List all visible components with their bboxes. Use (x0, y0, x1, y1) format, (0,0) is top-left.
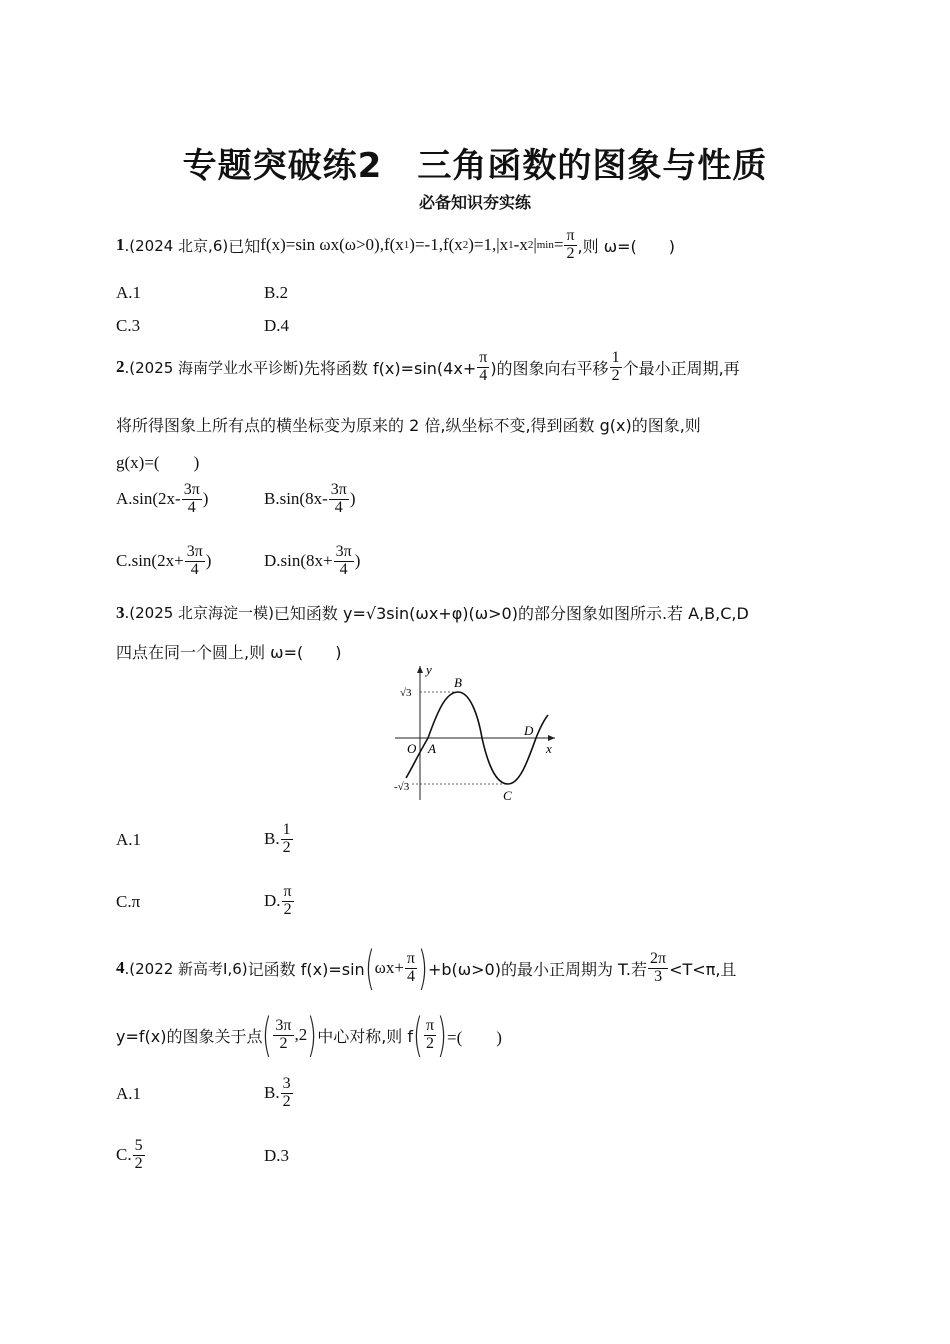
question-text: +b(ω>0)的最小正周期为 T.若 (427, 959, 648, 979)
question-text: 先将函数 f(x)=sin(4x+ (303, 358, 477, 378)
point-label-b: B (454, 675, 462, 690)
big-paren-right: ) (437, 1008, 447, 1062)
origin-label: O (407, 741, 417, 756)
subscript: 2 (527, 239, 534, 252)
option-c[interactable]: C.π (116, 892, 141, 911)
fraction: $\frac{\pi}{4}$ (406, 949, 415, 985)
big-paren-left: ( (262, 1008, 273, 1062)
option-a[interactable]: A.1 (116, 830, 142, 849)
section-title: 必备知识夯实练 (418, 193, 531, 212)
ytick-bottom: -√3 (394, 781, 410, 793)
option-c[interactable]: C. $\frac{5}{2}$ (116, 1137, 143, 1172)
sine-graph-figure (390, 660, 570, 805)
question-text: )的图象向右平移 (490, 358, 609, 378)
math-expr: )=1,|x (468, 235, 509, 255)
question-3 (116, 601, 749, 624)
point-label-d: D (524, 723, 534, 738)
option-b[interactable]: B. $\frac{1}{2}$ (264, 821, 291, 856)
question-text: 已知函数 y=√3sin(ωx+φ)(ω>0)的部分图象如图所示.若 A,B,C,D (273, 604, 749, 623)
big-paren-left: ( (413, 1008, 423, 1062)
question-source: .(2024 北京,6) (124, 236, 229, 255)
fraction: $\frac{1}{2}$ (611, 349, 620, 384)
fraction: $\frac{\pi}{2}$ (566, 227, 575, 262)
big-paren-right: ) (307, 1008, 318, 1062)
point-label-c: C (503, 788, 512, 803)
question-number: 1 (116, 235, 125, 255)
question-tail: ,则 ω=( ) (577, 236, 676, 256)
subscript: 1 (508, 239, 514, 252)
math-expr: -x (513, 235, 528, 255)
question-text: <T<π,且 (669, 959, 737, 979)
math-expr: = (553, 235, 564, 255)
question-source: .(2022 新高考Ⅰ,6) (124, 959, 248, 978)
math-expr: ωx+ (374, 958, 404, 977)
fraction: $\frac{2\pi}{3}$ (650, 949, 667, 985)
question-source: .(2025 北京海淀一模) (124, 604, 274, 622)
question-text: 中心对称,则 f (317, 1026, 414, 1046)
fraction: $\frac{\pi}{2}$ (425, 1016, 435, 1052)
question-text: =( ) (447, 1027, 502, 1047)
question-text: y=f(x)的图象关于点 (116, 1026, 263, 1046)
question-number: 3 (116, 602, 125, 622)
axis-label-y: y (426, 662, 432, 677)
big-paren-left: ( (364, 941, 375, 995)
fraction: $\frac{\pi}{4}$ (479, 349, 488, 384)
question-2-line-3: g(x)=( ) (116, 453, 200, 472)
option-a[interactable]: A.sin(2x- $\frac{3\pi}{4}$ ) (116, 481, 209, 516)
ytick-top: √3 (400, 687, 412, 699)
option-b[interactable]: B.2 (264, 283, 289, 302)
option-b[interactable]: B.sin(8x- $\frac{3\pi}{4}$ ) (264, 481, 356, 516)
axis-label-x: x (546, 741, 552, 756)
option-d[interactable]: D.3 (264, 1146, 290, 1165)
option-c[interactable]: C.sin(2x+ $\frac{3\pi}{4}$ ) (116, 543, 212, 578)
question-text: 记函数 f(x)=sin (247, 959, 365, 979)
question-text: 已知 (228, 236, 261, 256)
question-3-line-2: 四点在同一个圆上,则 ω=( ) (116, 643, 342, 662)
option-c[interactable]: C.3 (116, 316, 141, 335)
question-4-line-2 (116, 1008, 502, 1062)
option-d[interactable]: D.4 (264, 316, 290, 335)
math-expr: f(x)=sin ωx(ω>0),f(x (260, 235, 404, 255)
option-a[interactable]: A.1 (116, 283, 142, 302)
question-2 (116, 350, 740, 385)
big-paren-right: ) (418, 941, 428, 995)
subscript: min (536, 239, 554, 252)
question-number: 2 (116, 357, 125, 377)
question-number: 4 (116, 958, 125, 977)
option-b[interactable]: B. $\frac{3}{2}$ (264, 1075, 291, 1110)
question-source: .(2025 海南学业水平诊断) (124, 358, 304, 377)
fraction: $\frac{3\pi}{2}$ (275, 1016, 292, 1052)
subscript: 2 (462, 239, 469, 252)
point-label-a: A (428, 741, 436, 756)
subscript: 1 (403, 239, 410, 252)
math-expr: ,2 (294, 1025, 308, 1044)
question-text: 个最小正周期,再 (622, 358, 740, 378)
question-4 (116, 941, 737, 995)
question-2-line-2: 将所得图象上所有点的横坐标变为原来的 2 倍,纵坐标不变,得到函数 g(x)的图象,则 (116, 416, 701, 435)
page-title: 专题突破练2 三角函数的图象与性质 (182, 146, 768, 186)
option-a[interactable]: A.1 (116, 1084, 142, 1103)
option-d[interactable]: D.sin(8x+ $\frac{3\pi}{4}$ ) (264, 543, 361, 578)
question-1 (116, 228, 675, 263)
math-expr: )=-1,f(x (409, 235, 463, 255)
option-d[interactable]: D. $\frac{\pi}{2}$ (264, 883, 292, 918)
math-expr: | (533, 235, 537, 255)
